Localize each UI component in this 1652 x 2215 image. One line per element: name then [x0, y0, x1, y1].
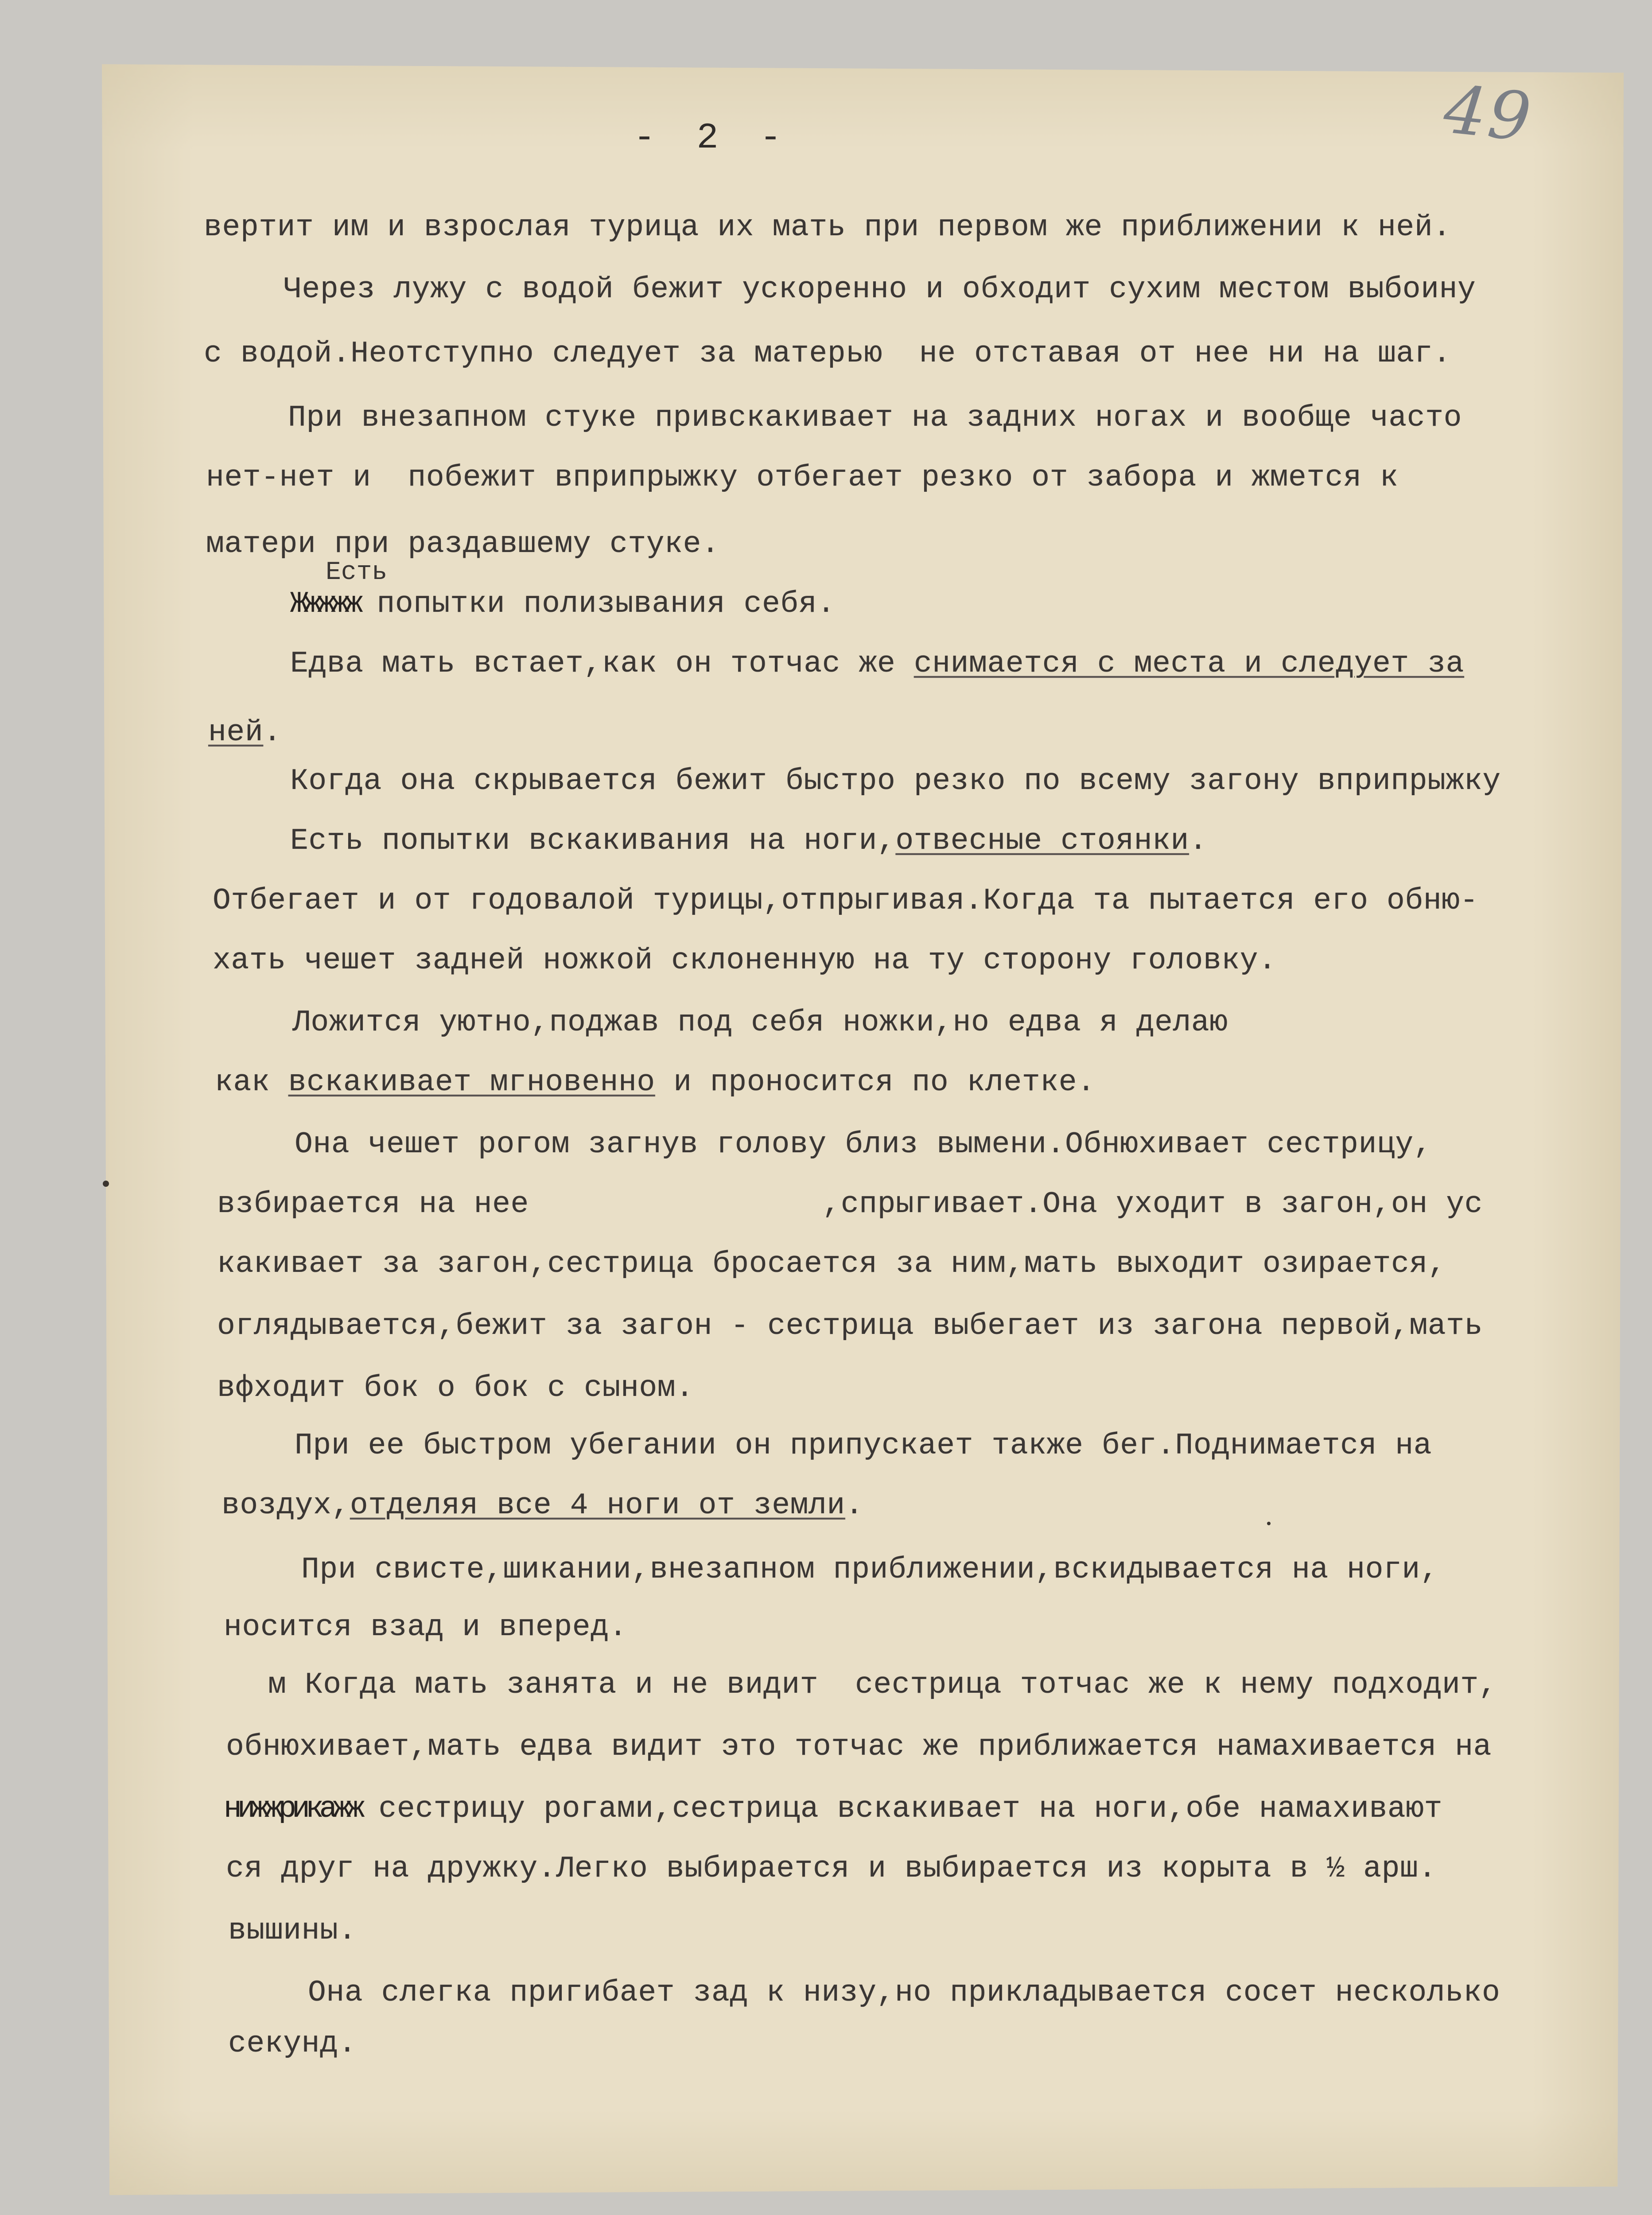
- text-line: [213, 884, 1478, 918]
- text-line: [228, 1914, 357, 1948]
- text-segment: и проносится по клетке.: [655, 1065, 1096, 1100]
- text-line: [204, 210, 1451, 245]
- ink-speck: [1267, 1522, 1271, 1525]
- underlined-phrase: снимается с места и следует за: [913, 647, 1465, 681]
- text-segment: носится взад и вперед.: [224, 1610, 627, 1644]
- text-segment: вышины.: [228, 1914, 357, 1948]
- text-segment: Через лужу с водой бежит ускоренно и обходит сухим местом выбоину: [284, 272, 1476, 307]
- text-segment: взбирается на нее ,спрыгивает.Она уходит в загон,он ус: [217, 1187, 1483, 1221]
- underlined-phrase: вскакивает мгновенно: [288, 1065, 655, 1100]
- text-line: [217, 1309, 1483, 1343]
- text-segment: При внезапном стуке привскакивает на задних ногах и вообще часто: [288, 401, 1462, 435]
- text-segment: .: [263, 715, 282, 750]
- text-line: [301, 1553, 1438, 1587]
- text-line: [224, 1610, 627, 1644]
- struck-out-word: нижжрикажж: [224, 1792, 361, 1826]
- text-segment: .: [1189, 824, 1208, 858]
- text-line: [224, 1792, 1442, 1826]
- underlined-phrase: отделяя все 4 ноги от земли: [350, 1488, 845, 1523]
- text-line: [213, 944, 1277, 978]
- text-segment: хать чешет задней ножкой склоненную на ту сторону головку.: [213, 944, 1277, 978]
- text-line: [290, 647, 1464, 681]
- text-line: [288, 401, 1462, 435]
- text-line: [290, 764, 1501, 798]
- text-line: [292, 1006, 1228, 1040]
- ink-speck: [103, 1181, 109, 1187]
- text-line: [204, 337, 1451, 371]
- text-segment: какивает за загон,сестрица бросается за ним,мать выходит озирается,: [217, 1247, 1446, 1281]
- text-segment: ся друг на дружку.Легко выбирается и выбирается из корыта в ½ арш.: [226, 1852, 1437, 1886]
- folio-number: 49: [1440, 71, 1536, 157]
- text-segment: как: [215, 1065, 288, 1100]
- struck-out-word: Жжжжж: [290, 587, 359, 621]
- text-segment: Ложится уютно,поджав под себя ножки,но едва я делаю: [292, 1006, 1228, 1040]
- text-segment: При ее быстром убегании он припускает также бег.Поднимается на: [295, 1429, 1432, 1463]
- text-line: [290, 824, 1207, 858]
- text-line: [268, 1668, 1497, 1702]
- text-line: [295, 1429, 1432, 1463]
- text-segment: секунд.: [228, 2027, 357, 2061]
- text-line: [215, 1065, 1096, 1100]
- text-line: [226, 1730, 1492, 1764]
- text-line: [290, 587, 836, 621]
- text-segment: нет-нет и побежит вприпрыжку отбегает резко от забора и жмется к: [206, 461, 1399, 495]
- text-segment: Едва мать встает,как он тотчас же: [290, 647, 914, 681]
- text-line: [226, 1852, 1437, 1886]
- text-line: [217, 1247, 1446, 1281]
- text-segment: вертит им и взрослая турица их мать при первом же приближении к ней.: [204, 210, 1451, 245]
- text-line: [284, 272, 1476, 307]
- text-segment: Когда она скрывается бежит быстро резко по всему загону вприпрыжку: [290, 764, 1501, 798]
- text-segment: с водой.Неотступно следует за матерью не отставая от нее ни на шаг.: [204, 337, 1451, 371]
- text-line: [308, 1976, 1500, 2010]
- text-segment: матери при раздавшему стуке.: [206, 527, 720, 561]
- text-line: [222, 1488, 863, 1523]
- text-segment: Есть попытки вскакивания на ноги,: [290, 824, 896, 858]
- text-segment: попытки полизывания себя.: [358, 587, 836, 621]
- text-segment: Отбегает и от годовалой турицы,отпрыгивая.Когда та пытается его обню-: [213, 884, 1479, 918]
- text-segment: Она слегка пригибает зад к низу,но прикладывается сосет несколько: [308, 1976, 1500, 2010]
- text-segment: м Когда мать занята и не видит сестрица тотчас же к нему подходит,: [268, 1668, 1497, 1702]
- text-line: [217, 1187, 1483, 1221]
- text-segment: вфходит бок о бок с сыном.: [217, 1371, 694, 1405]
- text-segment: оглядывается,бежит за загон - сестрица выбегает из загона первой,мать: [217, 1309, 1483, 1343]
- text-line: [208, 715, 282, 750]
- text-line: [295, 1127, 1432, 1162]
- text-segment: воздух,: [222, 1488, 350, 1523]
- text-segment: сестрицу рогами,сестрица вскакивает на ноги,обе намахивают: [360, 1792, 1443, 1826]
- text-segment: .: [845, 1488, 864, 1523]
- text-line: [228, 2027, 357, 2061]
- handwritten-insert: Есть: [326, 558, 388, 587]
- underlined-phrase: отвесные стоянки: [895, 824, 1189, 858]
- text-line: [217, 1371, 694, 1405]
- text-line: [206, 461, 1398, 495]
- text-segment: Она чешет рогом загнув голову близ вымени.Обнюхивает сестрицу,: [295, 1127, 1432, 1162]
- page-number: - 2 -: [634, 117, 792, 159]
- text-segment: При свисте,шикании,внезапном приближении,вскидывается на ноги,: [301, 1553, 1439, 1587]
- text-segment: обнюхивает,мать едва видит это тотчас же приближается намахивается на: [226, 1730, 1492, 1764]
- text-line: [206, 527, 719, 561]
- underlined-phrase: ней: [208, 715, 264, 750]
